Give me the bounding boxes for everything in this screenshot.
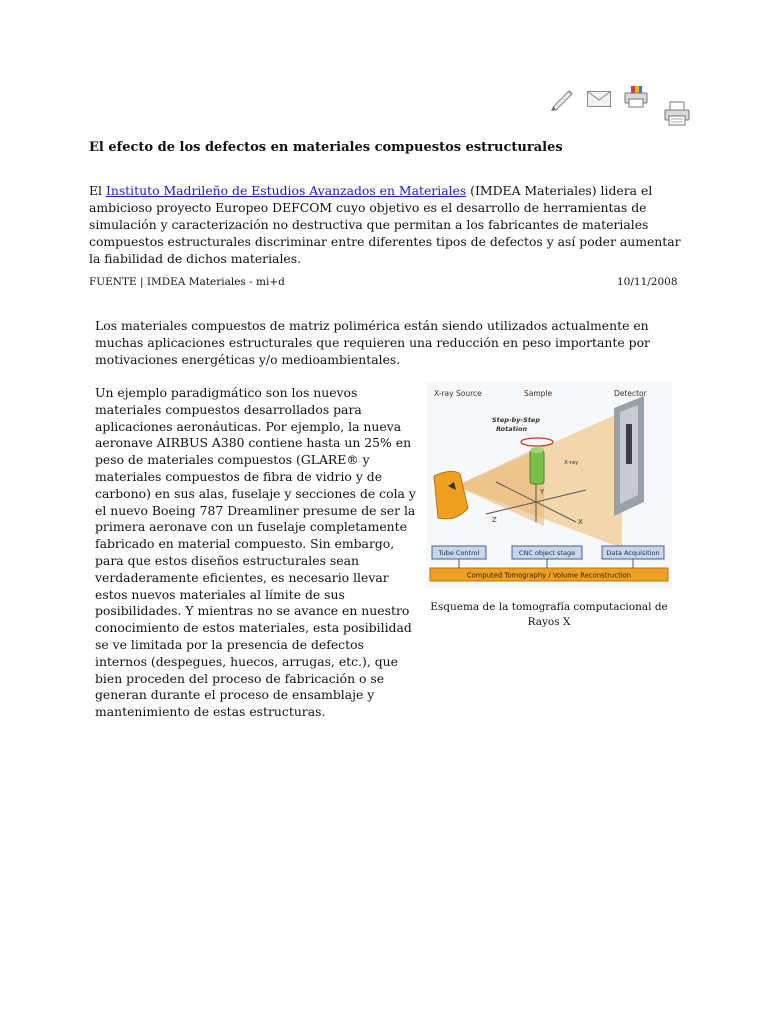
label-cnc-stage: CNC object stage (518, 549, 576, 557)
article-intro (89, 182, 681, 267)
sample-cylinder (530, 450, 544, 484)
label-axis-z: Z (492, 516, 497, 524)
intro-text: (IMDEA Materiales) lidera el ambicioso proyecto Europeo DEFCOM cuyo objetivo es el desarrollo de herramientas de simulación y caracterización no destructiva que permitan a los fabricantes de materiales compuestos estructurales discriminar entre diferentes tipos de defectos y así poder aumentar la fiabilidad de dichos materiales. (89, 183, 681, 266)
label-detector: Detector (614, 389, 647, 398)
label-axis-y: Y (540, 488, 545, 496)
label-xray-source: X-ray Source (434, 389, 482, 398)
paragraph-1: Los materiales compuestos de matriz polimérica están siendo utilizados actualmente en muchas aplicaciones estructurales que requieren una reducción en peso importante por motivaciones energéticas y/o medioambientales. (95, 318, 650, 367)
label-step-2: Rotation (496, 425, 528, 433)
label-reconstruction: Computed Tomography / Volume Reconstruction (466, 571, 632, 580)
xray-diagram (426, 382, 672, 588)
figure-caption: Esquema de la tomografía computacional de Rayos X (430, 601, 668, 628)
paragraph-2: Un ejemplo paradigmático son los nuevos materiales compuestos desarrollados para aplicaciones aeronáuticas. Por ejemplo, la nueva aeronave AIRBUS A380 contiene hasta un 25% en peso de materiales compuestos (GLARE® y materiales compuestos de fibra de vidrio y de carbono) en sus alas, fuselaje y secciones de cola y el nuevo Boeing 787 Dreamliner presume de ser la primera aeronave con un fuselaje completamente fabricado en material compuesto. Sin embargo, para que estos diseños estructurales sean verdaderamente eficientes, es necesario llevar estos nuevos materiales al límite de sus posibilidades. Y mientras no se avance en nuestro conocimiento de estos materiales, esta posibilidad se ve limitada por la presencia de defectos internos (despegues, huecos, arrugas, etc.), que bien proceden del proceso de fabricación o se generan durante el proceso de ensamblaje y mantenimiento de estas estructuras. (95, 385, 416, 720)
label-step-1: Step-by-Step (492, 416, 540, 424)
color-print-icon[interactable] (622, 84, 650, 114)
edit-icon[interactable] (548, 86, 576, 116)
xray-tomography-figure (426, 382, 672, 588)
print-icon[interactable] (662, 100, 692, 132)
imdea-link[interactable]: Instituto Madrileño de Estudios Avanzados en Materiales (105, 183, 467, 198)
label-axis-x: X (578, 518, 583, 526)
intro-prefix: El (89, 183, 106, 198)
article-source: FUENTE | IMDEA Materiales - mi+d (89, 276, 285, 288)
article-date: 10/11/2008 (617, 276, 678, 288)
label-tube-control: Tube Control (438, 549, 480, 557)
label-sample: Sample (524, 389, 553, 398)
article-title: El efecto de los defectos en materiales compuestos estructurales (89, 140, 563, 155)
label-data-acquisition: Data Acquisition (606, 549, 660, 557)
email-icon[interactable] (586, 88, 612, 114)
label-xray: X-ray (564, 460, 579, 466)
